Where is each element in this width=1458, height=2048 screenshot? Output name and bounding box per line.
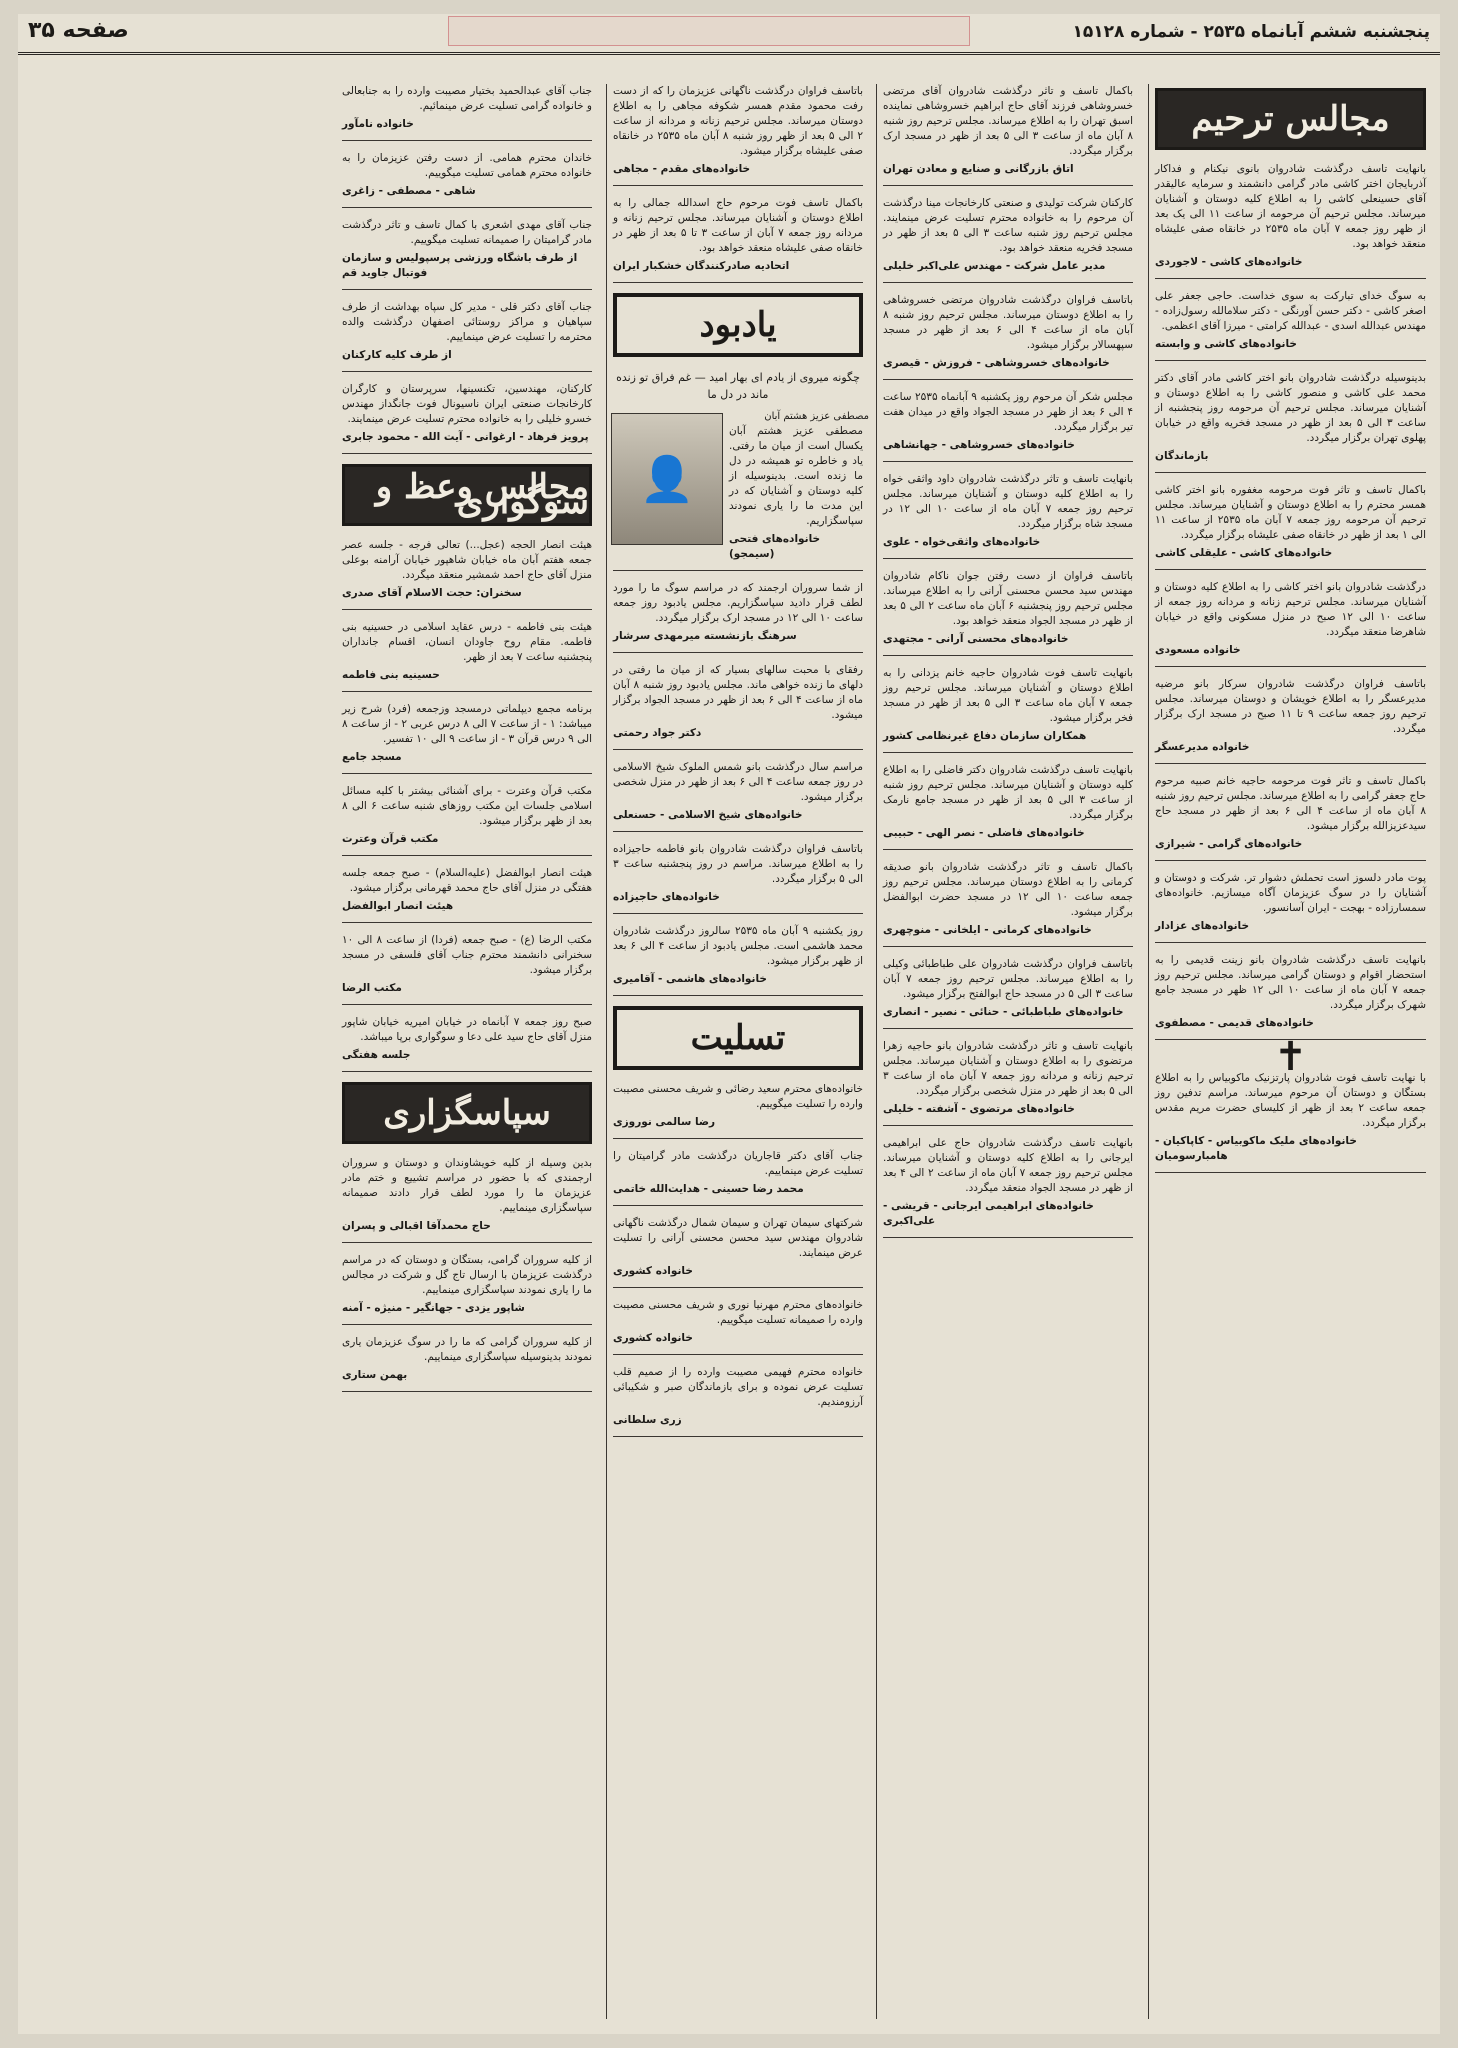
notice-signature: مسجد جامع	[342, 751, 402, 763]
column-4	[336, 84, 598, 2019]
notice-signature: خانواده‌های مرتضوی - آشفته - خلیلی	[883, 1103, 1075, 1115]
notice-text: جناب آقای دکتر قلی - مدیر کل سپاه بهداشت از طرف سپاهیان و مراکز روستائی اصفهان درگذشت والده محترمه را تسلیت عرض مینماییم.	[342, 301, 592, 343]
notice	[883, 569, 1133, 656]
notice-text: رفقای با محبت سالهای بسیار که از میان ما رفتی در دلهای ما زنده خواهی ماند. مجلس یادبود روز شنبه ۸ آبان ماه از ساعت ۴ الی ۶ بعد از ظهر در مسجد الجواد برگزار میشود.	[613, 664, 863, 721]
notice	[883, 84, 1133, 186]
notice-signature: خانواده‌های قدیمی - مصطفوی	[1155, 1017, 1314, 1029]
notice-signature: پرویز فرهاد - ارغوانی - آیت الله - محمود جابری	[342, 431, 589, 443]
notice	[342, 1253, 592, 1325]
notice-text: هیئت انصار الحجه (عجل...) تعالی فرجه - جلسه عصر جمعه هفتم آبان ماه خیابان شاهپور خیابان آرامنه بوعلی منزل آقای حاج احمد شمشیر منعقد میگردد.	[342, 539, 592, 581]
notice-text: باتاسف فراوان از دست رفتن جوان ناکام شادروان مهندس سید محسن محسنی آرانی را به اطلاع میرساند. مجلس ترحیم روز پنجشنبه ۶ آبان ماه ساعت ۲ الی ۵ بعد از ظهر در مسجد الجواد منعقد خواهد بود.	[883, 570, 1133, 627]
notice-text: جناب آقای مهدی اشعری با کمال تاسف و تاثر درگذشت مادر گرامیتان را صمیمانه تسلیت میگوییم.	[342, 219, 592, 246]
section-banner-sermon: مجالس وعظ و سوگواری	[342, 464, 592, 526]
notice-list	[607, 84, 869, 283]
notice-text: صبح روز جمعه ۷ آبانماه در خیابان امیریه خیابان شاپور منزل آقای حاج سید علی دعا و سوگواری برپا میباشد.	[342, 1016, 592, 1043]
notice-signature: خانواده‌های فاضلی - نصر الهی - حبیبی	[883, 827, 1085, 839]
notice-signature: از طرف کلیه کارکنان	[342, 349, 452, 361]
notice-signature: مدیر عامل شرکت - مهندس علی‌اکبر خلیلی	[883, 260, 1106, 272]
notice	[342, 151, 592, 208]
notice-signature: خانواده‌های کاشی - علیقلی کاشی	[1155, 547, 1333, 559]
page-header	[18, 14, 1440, 55]
notice	[613, 760, 863, 832]
notice	[883, 1136, 1133, 1238]
notice-list	[336, 538, 598, 1072]
notice-text: بدین وسیله از کلیه خویشاوندان و دوستان و سروران ارجمندی که با حضور در مراسم تشییع و ختم مادر عزیزمان ما را مورد لطف قرار دادند صمیمانه سپاسگزاری مینماییم.	[342, 1157, 592, 1214]
notice-signature: مکتب الرضا	[342, 982, 402, 994]
notice-signature: بازماندگان	[1155, 450, 1209, 462]
notice	[1155, 953, 1426, 1040]
notice-text: از کلیه سروران گرامی که ما را در سوگ عزیزمان یاری نمودند بدینوسیله سپاسگزاری مینماییم.	[342, 1336, 592, 1363]
notice-list	[607, 1082, 869, 1437]
notice	[883, 666, 1133, 753]
notice	[1155, 289, 1426, 361]
notice-signature: خانواده‌های واثقی‌خواه - علوی	[883, 536, 1041, 548]
notice-text: باتاسف فراوان درگذشت شادروان مرتضی خسروشاهی را به اطلاع دوستان میرساند. مجلس ترحیم روز شنبه ۸ آبان ماه از ساعت ۴ الی ۶ بعد از ظهر در مسجد سپهسالار برگزار میشود.	[883, 294, 1133, 351]
notice-text: جناب آقای عبدالحمید بختیار مصیبت وارده را به جنابعالی و خانواده گرامی تسلیت عرض مینمائیم.	[342, 85, 592, 112]
notice-text: باکمال تاسف و تاثر درگذشت شادروان آقای مرتضی خسروشاهی فرزند آقای حاج ابراهیم خسروشاهی نماینده اسبق تهران را به اطلاع میرساند. مجلس ترحیم روز شنبه ۸ آبان ماه از ساعت ۳ الی ۵ بعد از ظهر در مسجد ارک برگزار میگردد.	[883, 85, 1133, 157]
notice	[613, 1082, 863, 1139]
notice-signature: خانواده‌های محسنی آرانی - مجتهدی	[883, 633, 1069, 645]
notice	[342, 218, 592, 290]
notice-signature: خانواده‌های ملیک ماکوبیاس - کاپاکیان - هامبارسومیان	[1155, 1135, 1357, 1162]
section-banner-mourning: مجالس ترحیم	[1155, 88, 1426, 150]
notice-signature: خانواده‌های کاشی و وابسته	[1155, 338, 1297, 350]
notice-signature: سرهنگ بازنشسته میرمهدی سرشار	[613, 630, 797, 642]
notice	[342, 382, 592, 454]
notice	[613, 924, 863, 996]
notice-text: بانهایت تاسف درگذشت شادروان بانو زینت قدیمی را به استحضار اقوام و دوستان گرامی میرساند. مجلس ترحیم روز جمعه ۷ آبان ماه از ساعت ۱۰ الی ۱۲ ظهر در مسجد جامع شهرک برگزار میگردد.	[1155, 954, 1426, 1011]
notice-text: خاندان محترم همامی. از دست رفتن عزیزمان را به خانواده محترم همامی تسلیت میگوییم.	[342, 152, 592, 179]
notice-text: با نهایت تاسف فوت شادروان پارتزنیک ماکوبیاس را به اطلاع بستگان و دوستان آن مرحوم میرساند. مراسم تدفین روز جمعه ساعت ۲ بعد از ظهر از کلیسای حضرت مریم مقدس برگزار میگردد.	[1155, 1072, 1426, 1129]
notice-text: باتاسف فراوان درگذشت شادروان بانو فاطمه حاجیزاده را به اطلاع میرساند. مراسم در روز پنجشنبه ساعت ۳ الی ۵ برگزار میگردد.	[613, 843, 863, 885]
notice	[883, 1039, 1133, 1126]
notice	[883, 390, 1133, 462]
notice	[342, 933, 592, 1005]
notice	[883, 293, 1133, 380]
notice-text: بدینوسیله درگذشت شادروان بانو اختر کاشی مادر آقای دکتر محمد علی کاشی و منصور کاشی را به اطلاع دوستان و آشنایان میرساند. مجلس ترحیم آن مرحومه روز پنجشنبه از ساعت ۳ الی ۵ بعد از ظهر در مسجد فخریه واقع در خیابان پهلوی تهران برگزار میگردد.	[1155, 372, 1426, 444]
notice	[883, 860, 1133, 947]
column-1	[1148, 84, 1432, 2019]
notice-text: به سوگ خدای تبارکت به سوی خداست. حاجی جعفر علی اصغر کاشی - دکتر حسن آورنگی - دکتر سلامالله رسول‌زاده - مهندس عبدالله اسدی - عبدالله کرامتی - میرزا آقای اعظمی.	[1155, 290, 1426, 332]
notice-signature: خانواده‌های هاشمی - آقامیری	[613, 973, 767, 985]
notice-text: باتاسف فراوان درگذشت ناگهانی عزیزمان را که از دست رفت محمود مقدم همسر شکوفه مجاهی را به اطلاع دوستان میرساند. مجلس ترحیم زنانه و مردانه از ساعت ۲ الی ۵ بعد از ظهر روز شنبه ۸ آبان ماه ۲۵۳۵ در خانقاه صفی علیشاه برگزار میشود.	[613, 85, 864, 157]
notice	[613, 196, 863, 283]
notice-text: مکتب الرضا (ع) - صبح جمعه (فردا) از ساعت ۸ الی ۱۰ سخنرانی دانشمند محترم جناب آقای فلسفی در مسجد برگزار میشود.	[342, 934, 592, 976]
notice-signature: خانواده‌های کرمانی - ایلخانی - منوچهری	[883, 924, 1092, 936]
notice	[342, 1335, 592, 1392]
notice	[342, 84, 592, 141]
notice	[883, 196, 1133, 283]
notice-signature: خانواده‌های حاجیزاده	[613, 891, 720, 903]
notice	[342, 1156, 592, 1243]
section-banner-condolence: تسلیت	[613, 1006, 863, 1070]
issue-date: پنجشنبه ششم آبانماه ۲۵۳۵ - شماره ۱۵۱۲۸	[1072, 22, 1430, 42]
newspaper-page	[18, 14, 1440, 2034]
person-icon: 👤	[639, 453, 695, 505]
notice-signature: خانواده مدیرعسگر	[1155, 741, 1250, 753]
notice-signature: شاهی - مصطفی - زاغری	[342, 185, 476, 197]
notice	[883, 763, 1133, 850]
notice-text: از کلیه سروران گرامی، بستگان و دوستان که در مراسم درگذشت عزیزمان با ارسال تاج گل و شرکت در مجالس ما را یاری نمودند سپاسگزاری مینماییم.	[342, 1254, 592, 1296]
notice-text: پوت مادر دلسوز است تحملش دشوار تر. شرکت و دوستان و آشنایان را در سوگ عزیزمان آگاه میسازیم. خانواده‌های سمسارزاده - بهجت - ایران آسانسور.	[1155, 872, 1426, 914]
notice	[342, 300, 592, 372]
notice-signature: خانواده نامآور	[342, 118, 414, 130]
notice	[1155, 483, 1426, 570]
notice	[342, 784, 592, 856]
cross-icon: ✝	[1273, 1034, 1308, 1080]
notice	[342, 866, 592, 923]
notice-signature: خانواده‌های خسروشاهی - جهانشاهی	[883, 439, 1075, 451]
notice-text: هیئت بنی فاطمه - درس عقاید اسلامی در حسینیه بنی فاطمه. مقام روح جاودان انسان، اقسام جانداران پنجشنبه ساعت ۷ بعد از ظهر.	[342, 621, 592, 663]
notice-signature: دکتر جواد رحمتی	[613, 727, 702, 739]
notice-text: کارکنان شرکت تولیدی و صنعتی کارخانجات مینا درگذشت آن مرحوم را به خانواده محترم تسلیت عرض مینمایند. مجلس ترحیم روز شنبه ساعت ۳ الی ۵ بعد از ظهر در مسجد فخریه منعقد خواهد بود.	[883, 197, 1133, 254]
notice	[1155, 871, 1426, 943]
notice-signature: همکاران سازمان دفاع غیرنظامی کشور	[883, 730, 1087, 742]
notice	[342, 620, 592, 692]
column-2	[876, 84, 1139, 2019]
notice	[1155, 677, 1426, 764]
notice	[342, 538, 592, 610]
notice-signature: خانواده‌های شیخ الاسلامی - حسنعلی	[613, 809, 803, 821]
notice-text: شرکتهای سیمان تهران و سیمان شمال درگذشت ناگهانی شادروان مهندس سید محسن محسنی آرانی را تسلیت عرض مینمایند.	[613, 1217, 863, 1259]
notice-signature: اتحادیه صادرکنندگان خشکبار ایران	[613, 260, 790, 272]
notice-text: بانهایت تاسف درگذشت شادروان حاج علی ابراهیمی ایرجانی را به اطلاع کلیه دوستان و آشنایان میرساند. مجلس ترحیم روز جمعه ۷ آبان ماه از ساعت ۲ الی ۴ بعد از ظهر در مسجد الجواد منعقد میگردد.	[883, 1137, 1133, 1194]
section-banner-gratitude: سپاسگزاری	[342, 1082, 592, 1144]
notice-text: بانهایت تاسف درگذشت شادروان دکتر فاضلی را به اطلاع کلیه دوستان و آشنایان میرساند. مجلس ترحیم روز شنبه از ساعت ۳ الی ۵ بعد از ظهر در مسجد جامع نارمک برگزار میگردد.	[883, 764, 1133, 821]
notice-text: باکمال تاسف و تاثر درگذشت شادروان بانو صدیقه کرمانی را به اطلاع دوستان میرساند. مجلس ترحیم روز جمعه ساعت ۱۰ الی ۱۲ در مسجد حضرت ابوالفضل برگزار میشود.	[883, 861, 1133, 918]
notice-signature: هیئت انصار ابوالفضل	[342, 900, 454, 912]
notice-text: کارکنان، مهندسین، تکنسینها، سرپرستان و کارگران کارخانجات صنعتی ایران ناسیونال فوت جانگداز مهندس خسرو خلیلی را به خانواده محترم تسلیت عرض مینمایند.	[342, 383, 592, 425]
notice-text: باکمال تاسف فوت مرحوم حاج اسدالله جمالی را به اطلاع دوستان و آشنایان میرساند. مجلس ترحیم زنانه و مردانه روز جمعه ۷ آبان از ساعت ۳ تا ۵ بعد از ظهر در خانقاه صفی علیشاه منعقد خواهد بود.	[613, 197, 864, 254]
notice-signature: بهمن ستاری	[342, 1369, 408, 1381]
notice	[613, 1149, 863, 1206]
notice-signature: خانواده‌های ابراهیمی ایرجانی - قریشی - علی‌اکبری	[883, 1200, 1094, 1227]
notice-signature: خانواده مسعودی	[1155, 644, 1241, 656]
notice-text: مراسم سال درگذشت بانو شمس الملوک شیخ الاسلامی در روز جمعه ساعت ۴ الی ۶ بعد از ظهر در منزل شخصی برگزار میشود.	[613, 761, 863, 803]
notice-text: از شما سروران ارجمند که در مراسم سوگ ما را مورد لطف قرار دادید سپاسگزاریم. مجلس یادبود روز جمعه ساعت ۱۰ الی ۱۲ در مسجد ارک برگزار میگردد.	[613, 582, 863, 624]
notice-signature: خانواده‌های گرامی - شیرازی	[1155, 838, 1303, 850]
notice	[613, 581, 863, 653]
notice	[1155, 162, 1426, 279]
notice-signature: خانواده‌های مقدم - مجاهی	[613, 163, 751, 175]
notice-list	[336, 1156, 598, 1392]
notice-signature: حاج محمدآقا اقبالی و پسران	[342, 1220, 491, 1232]
notice-list	[336, 84, 598, 454]
section-banner-memorial: یادبود	[613, 293, 863, 357]
notice-signature: سخنران: حجت الاسلام آقای صدری	[342, 587, 522, 599]
notice-text: مکتب قرآن وعترت - برای آشنائی بیشتر با کلیه مسائل اسلامی جلسات این مکتب روزهای شنبه ساعت ۶ الی ۸ بعد از ظهر برگزار میشود.	[342, 785, 592, 827]
notice	[1155, 1071, 1426, 1173]
notice	[613, 1298, 863, 1355]
notice	[613, 84, 863, 186]
notice-signature: خانواده کشوری	[613, 1265, 693, 1277]
notice-text: باکمال تاسف و تاثر فوت مرحومه مغفوره بانو اختر کاشی همسر محترم را به اطلاع دوستان و آشنایان میرساند. مجلس ترحیم آن مرحومه روز جمعه ۷ آبان ماه ۲۵۳۵ از ساعت ۱۱ الی ۱ بعد از ظهر در خانقاه صفی علیشاه برگزار میگردد.	[1155, 484, 1426, 541]
notice	[613, 1216, 863, 1288]
notice-text: خانواده‌های محترم مهرنیا نوری و شریف محسنی مصیبت وارده را صمیمانه تسلیت میگوییم.	[613, 1299, 863, 1326]
notice-text: بانهایت تاسف و تاثر درگذشت شادروان بانو حاجیه زهرا مرتضوی را به اطلاع دوستان و آشنایان میرساند. مجلس ترحیم زنانه و مردانه روز جمعه ۷ آبان ماه از ساعت ۳ الی ۵ بعد از ظهر در منزل شخصی برگزار میگردد.	[883, 1040, 1133, 1097]
notice	[342, 702, 592, 774]
notice-text: روز یکشنبه ۹ آبان ماه ۲۵۳۵ سالروز درگذشت شادروان محمد هاشمی است. مجلس یادبود از ساعت ۴ الی ۶ بعد از ظهر برگزار میشود.	[613, 925, 863, 967]
notice-list	[1149, 162, 1432, 1040]
archive-stamp	[448, 16, 970, 46]
notice-text: بانهایت تاسف فوت شادروان حاجیه خانم یزدانی را به اطلاع دوستان و آشنایان میرساند. مجلس ترحیم روز جمعه ۷ آبان ماه ساعت ۳ الی ۵ بعد از ظهر در مسجد فخر برگزار میشود.	[883, 667, 1134, 724]
notice-signature: خانواده کشوری	[613, 1332, 693, 1344]
notice-list	[877, 84, 1139, 1238]
notice	[883, 472, 1133, 559]
notice-text: باتاسف فراوان درگذشت شادروان سرکار بانو مرضیه مدیرعسگر را به اطلاع خویشان و دوستان میرساند. مجلس ترحیم روز جمعه ساعت ۹ تا ۱۱ صبح در مسجد ارک برگزار میگردد.	[1155, 678, 1426, 735]
notice-signature: مکتب قرآن وعترت	[342, 833, 439, 845]
notice-text: باکمال تاسف و تاثر فوت مرحومه حاجیه خانم صبیه مرحوم حاج جعفر گرامی را به اطلاع میرساند. مجلس ترحیم روز شنبه ۸ آبان ماه از ساعت ۴ الی ۶ بعد از ظهر در مسجد حاج سیدعزیزالله برگزار میشود.	[1155, 775, 1427, 832]
notice-signature: خانواده‌های عزادار	[1155, 920, 1250, 932]
notice-signature: شاپور یزدی - جهانگیر - منیژه - آمنه	[342, 1302, 525, 1314]
notice-signature: خانواده‌های فتحی (سیمجو)	[729, 533, 821, 560]
notice-text: جناب آقای دکتر قاجاریان درگذشت مادر گرامیتان را تسلیت عرض مینماییم.	[613, 1150, 863, 1177]
notice-text: بانهایت تاسف و تاثر درگذشت شادروان داود واثقی خواه را به اطلاع کلیه دوستان و آشنایان میرساند. مجلس ترحیم روز جمعه ۷ آبان ماه از ساعت ۱۰ الی ۱۲ در مسجد شاه برگزار میگردد.	[883, 473, 1134, 530]
notice-signature: خانواده‌های طباطبائی - حنائی - نصیر - انصاری	[883, 1006, 1124, 1018]
notice-text: هیئت انصار ابوالفضل (علیه‌السلام) - صبح جمعه جلسه هفتگی در منزل آقای حاج محمد قهرمانی برگزار میشود.	[342, 867, 592, 894]
notice-signature: جلسه هفتگی	[342, 1049, 411, 1061]
notice-text: برنامه مجمع دیپلماتی درمسجد وزجمعه (فرد) شرح زیر میباشد: ۱ - از ساعت ۷ الی ۸ درس عربی ۲ - از ساعت ۸ الی ۹ درس قرآن ۳ - از ساعت ۹ الی ۱۰ تفسیر.	[342, 703, 592, 745]
notice	[1155, 774, 1426, 861]
notice	[1155, 371, 1426, 473]
photo-caption: مصطفی عزیز هشتم آبان	[764, 411, 869, 422]
notice-text: باتاسف فراوان درگذشت شادروان علی طباطبائی وکیلی را به اطلاع میرساند. مجلس ترحیم روز جمعه ۷ آبان ساعت ۳ الی ۵ در مسجد حاج ابوالفتح برگزار میشود.	[883, 958, 1133, 1000]
notice-text: درگذشت شادروان بانو اختر کاشی را به اطلاع کلیه دوستان و آشنایان میرساند. مجلس ترحیم زنانه و مردانه روز جمعه از ساعت ۱۰ الی ۱۲ صبح در منزل مسکونی واقع در خیابان شاهرضا منعقد میگردد.	[1155, 581, 1427, 638]
notice	[613, 1365, 863, 1437]
page-number: صفحه ۳۵	[28, 18, 129, 43]
notice	[342, 1015, 592, 1072]
notice-signature: رضا سالمی نوروزی	[613, 1116, 716, 1128]
notice-text: بانهایت تاسف درگذشت شادروان بانوی نیکنام و فداکار آذربایجان اختر کاشی مادر گرامی دانشمند و سرمایه عالیقدر آقای حسینعلی کاشی را به اطلاع کلیه دوستان و آشنایان میرساند. مجلس ترحیم آن مرحومه از ساعت ۱۱ الی یک بعد از ظهر روز جمعه ۷ آبان ماه ۲۵۳۵ در خانقاه صفی علیشاه منعقد خواهد بود.	[1155, 163, 1427, 250]
notice	[613, 663, 863, 750]
notice-text: خانواده‌های محترم سعید رضائی و شریف محسنی مصیبت وارده را تسلیت میگوییم.	[613, 1083, 863, 1110]
notice-signature: خانواده‌های کاشی - لاجوردی	[1155, 256, 1303, 268]
notice	[1155, 580, 1426, 667]
notice-text: خانواده محترم فهیمی مصیبت وارده را از صمیم قلب تسلیت عرض نموده و برای بازماندگان صبر و شکیبائی آرزومندیم.	[613, 1366, 863, 1408]
portrait-photo	[611, 413, 723, 545]
column-3	[606, 84, 869, 2019]
memorial-poem: چگونه میروی از یادم ای بهار امید — غم فراق تو زنده ماند در دل ما	[616, 371, 860, 401]
notice-signature: از طرف باشگاه ورزشی پرسپولیس و سازمان فوتبال جاوید قم	[342, 252, 578, 279]
notice-signature: حسینیه بنی فاطمه	[342, 669, 440, 681]
notice-signature: زری سلطانی	[613, 1414, 682, 1426]
notice-signature: محمد رضا حسینی - هدایت‌الله خاتمی	[613, 1183, 804, 1195]
notice	[883, 957, 1133, 1029]
notice	[613, 842, 863, 914]
notice-text: مجلس شکر آن مرحوم روز یکشنبه ۹ آبانماه ۲۵۳۵ ساعت ۴ الی ۶ بعد از ظهر در مسجد الجواد واقع در میدان هفت تیر برگزار میگردد.	[883, 391, 1134, 433]
notice-signature: خانواده‌های خسروشاهی - فروزش - قیصری	[883, 357, 1110, 369]
notice-text: مصطفی عزیز هشتم آبان یکسال است از میان ما رفتی. یاد و خاطره تو همیشه در دل ما زنده است. بدینوسیله از کلیه دوستان و آشنایان که در این مدت ما را یاری نمودند سپاسگزاریم.	[729, 425, 863, 527]
notice-signature: اتاق بازرگانی و صنایع و معادن تهران	[883, 163, 1074, 175]
